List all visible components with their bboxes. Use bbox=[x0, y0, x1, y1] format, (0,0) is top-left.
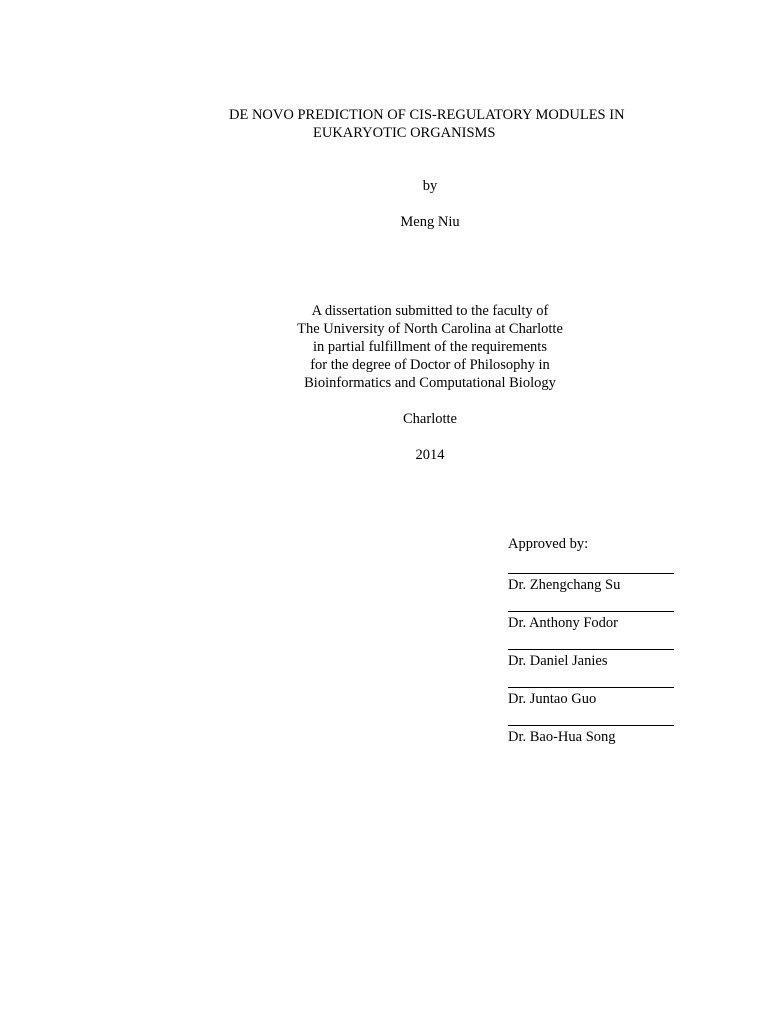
approved-by-label: Approved by: bbox=[508, 536, 589, 552]
member-name: Dr. Bao-Hua Song bbox=[508, 729, 616, 745]
dissertation-title-line-1: DE NOVO PREDICTION OF CIS-REGULATORY MODULES IN bbox=[229, 107, 625, 123]
signature-line bbox=[508, 573, 674, 574]
signature-line bbox=[508, 611, 674, 612]
committee-member bbox=[508, 649, 674, 670]
member-name: Dr. Daniel Janies bbox=[508, 653, 608, 669]
statement-line: for the degree of Doctor of Philosophy in bbox=[310, 357, 550, 373]
dissertation-title-line-2: EUKARYOTIC ORGANISMS bbox=[313, 125, 496, 141]
dissertation-statement bbox=[0, 302, 770, 392]
member-name: Dr. Anthony Fodor bbox=[508, 615, 618, 631]
signature-line bbox=[508, 687, 674, 688]
approval-committee bbox=[508, 535, 674, 763]
member-name: Dr. Zhengchang Su bbox=[508, 577, 621, 593]
committee-member bbox=[508, 611, 674, 632]
committee-member bbox=[508, 573, 674, 594]
signature-line bbox=[508, 649, 674, 650]
year: 2014 bbox=[415, 447, 445, 463]
statement-line: Bioinformatics and Computational Biology bbox=[304, 375, 556, 391]
member-name: Dr. Juntao Guo bbox=[508, 691, 597, 707]
author-name: Meng Niu bbox=[400, 214, 460, 230]
statement-line: in partial fulfillment of the requirements bbox=[313, 339, 547, 355]
by-label: by bbox=[422, 178, 438, 194]
signature-line bbox=[508, 725, 674, 726]
statement-line: A dissertation submitted to the faculty of bbox=[311, 303, 549, 319]
committee-member bbox=[508, 687, 674, 708]
statement-line: The University of North Carolina at Charlotte bbox=[297, 321, 563, 337]
city: Charlotte bbox=[403, 411, 457, 427]
committee-member bbox=[508, 725, 674, 746]
